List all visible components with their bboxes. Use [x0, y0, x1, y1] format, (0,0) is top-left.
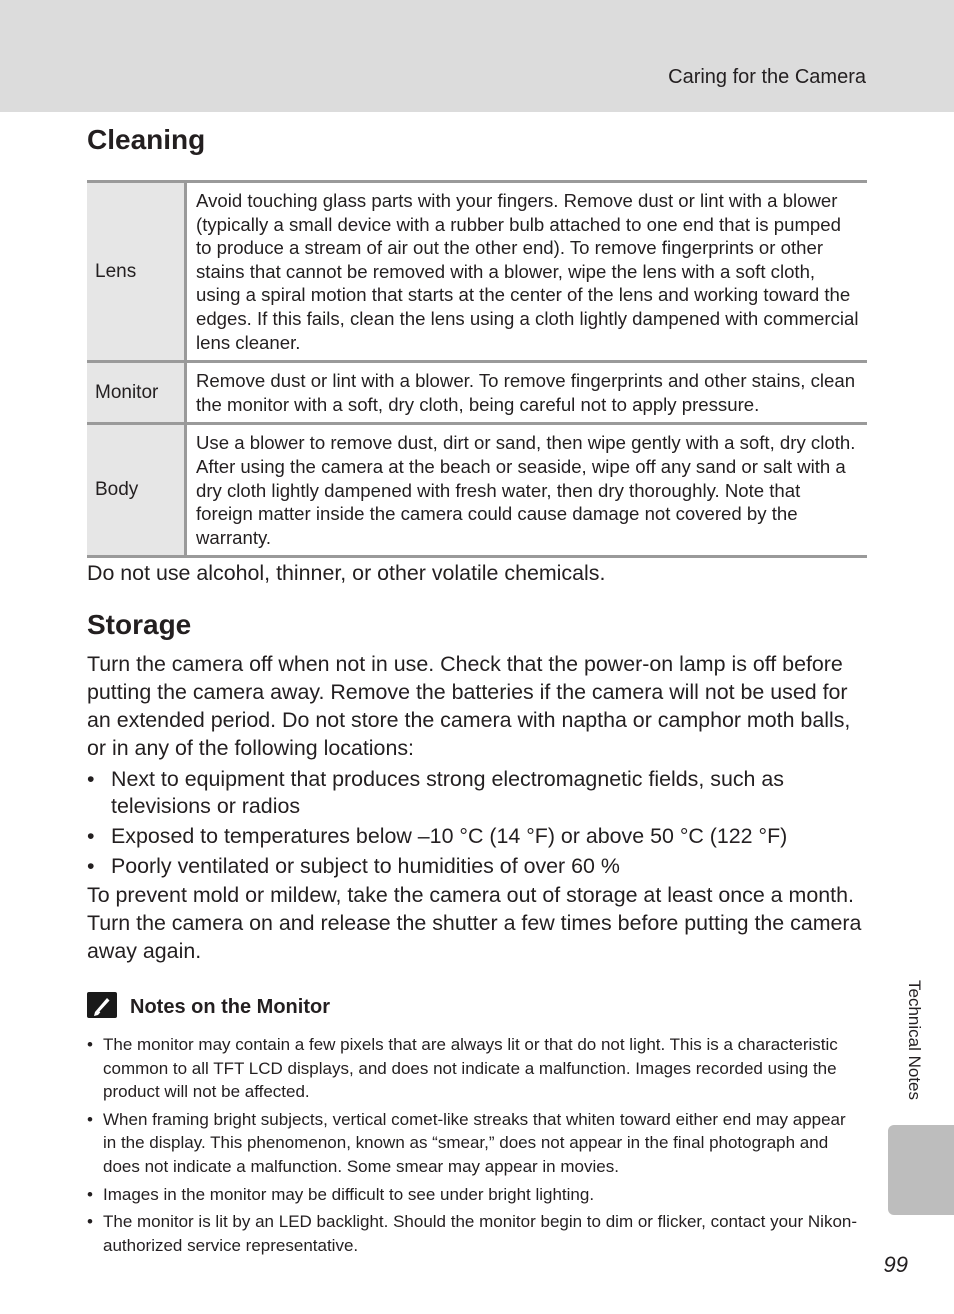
row-text-lens: Avoid touching glass parts with your fingers. Remove dust or lint with a blower (typically a small device with a rubber bulb attached to one end that is pumped to produce a stream of air out the other end). To remove fingerprints or other stains that cannot be removed with a blower, wipe the lens with a soft cloth, using a spiral motion that starts at the center of the lens and working toward the edges. If this fails, clean the lens using a cloth lightly dampened with commercial lens cleaner.	[196, 190, 859, 353]
bullet-icon: •	[87, 824, 95, 848]
bullet-icon: •	[87, 1035, 93, 1054]
list-item: • Exposed to temperatures below –10 °C (14 °F) or above 50 °C (122 °F)	[87, 824, 788, 848]
list-item: • Images in the monitor may be difficult to see under bright lighting.	[87, 1183, 862, 1207]
notes-list	[87, 1033, 862, 1261]
storage-bullet-list	[87, 766, 867, 883]
list-item: • Poorly ventilated or subject to humidities of over 60 %	[87, 854, 620, 878]
bullet-icon: •	[87, 854, 95, 878]
page-number: 99	[883, 1252, 908, 1277]
list-item: • The monitor is lit by an LED backlight. Should the monitor begin to dim or flicker, contact your Nikon-authorized service representative.	[87, 1212, 858, 1255]
list-item: • When framing bright subjects, vertical comet-like streaks that whiten toward either end may appear in the display. This phenomenon, known as “smear,” does not appear in the final photograph and does not indicate a malfunction. Some smear may appear in movies.	[87, 1109, 846, 1176]
bullet-icon: •	[87, 1212, 93, 1232]
bullet-icon: •	[87, 1109, 93, 1129]
row-label-monitor: Monitor	[87, 363, 187, 422]
list-item: • Next to equipment that produces strong electromagnetic fields, such as televisions or radios	[87, 767, 784, 818]
cleaning-table	[87, 180, 867, 558]
storage-outro: To prevent mold or mildew, take the camera out of storage at least once a month. Turn the camera on and release the shutter a few times before putting the camera away again.	[87, 883, 862, 963]
list-item: • The monitor may contain a few pixels that are always lit or that do not light. This is a characteristic common to all TFT LCD displays, and does not indicate a malfunction. Images recorded using the product will not be affected.	[87, 1035, 838, 1102]
bullet-icon: •	[87, 1184, 93, 1204]
bullet-icon: •	[87, 767, 95, 791]
table-row	[87, 363, 867, 425]
side-tab	[888, 1125, 954, 1215]
row-text-body: Use a blower to remove dust, dirt or sand, then wipe gently with a soft, dry cloth. After using the camera at the beach or seaside, wipe off any sand or salt with a dry cloth lightly dampened with fresh water, then dry thoroughly. Note that foreign matter inside the camera could cause damage not covered by the warranty.	[196, 432, 856, 548]
pencil-note-icon	[87, 992, 117, 1018]
row-label-lens: Lens	[87, 183, 187, 360]
storage-heading: Storage	[87, 609, 192, 640]
cleaning-heading: Cleaning	[87, 124, 206, 155]
header-band	[0, 0, 954, 112]
table-row	[87, 183, 867, 363]
notes-title: Notes on the Monitor	[130, 996, 330, 1018]
side-tab-label: Technical Notes	[905, 980, 924, 1101]
row-text-monitor: Remove dust or lint with a blower. To remove fingerprints and other stains, clean the monitor with a soft, dry cloth, being careful not to apply pressure.	[196, 370, 856, 415]
cleaning-footnote: Do not use alcohol, thinner, or other volatile chemicals.	[87, 561, 606, 585]
section-title: Caring for the Camera	[668, 66, 866, 88]
table-row	[87, 425, 867, 558]
row-label-body: Body	[87, 425, 187, 555]
storage-intro: Turn the camera off when not in use. Check that the power-on lamp is off before putting the camera away. Remove the batteries if the camera will not be used for an extended period. Do not store the camera with naptha or camphor moth balls, or in any of the following locations:	[87, 652, 851, 760]
